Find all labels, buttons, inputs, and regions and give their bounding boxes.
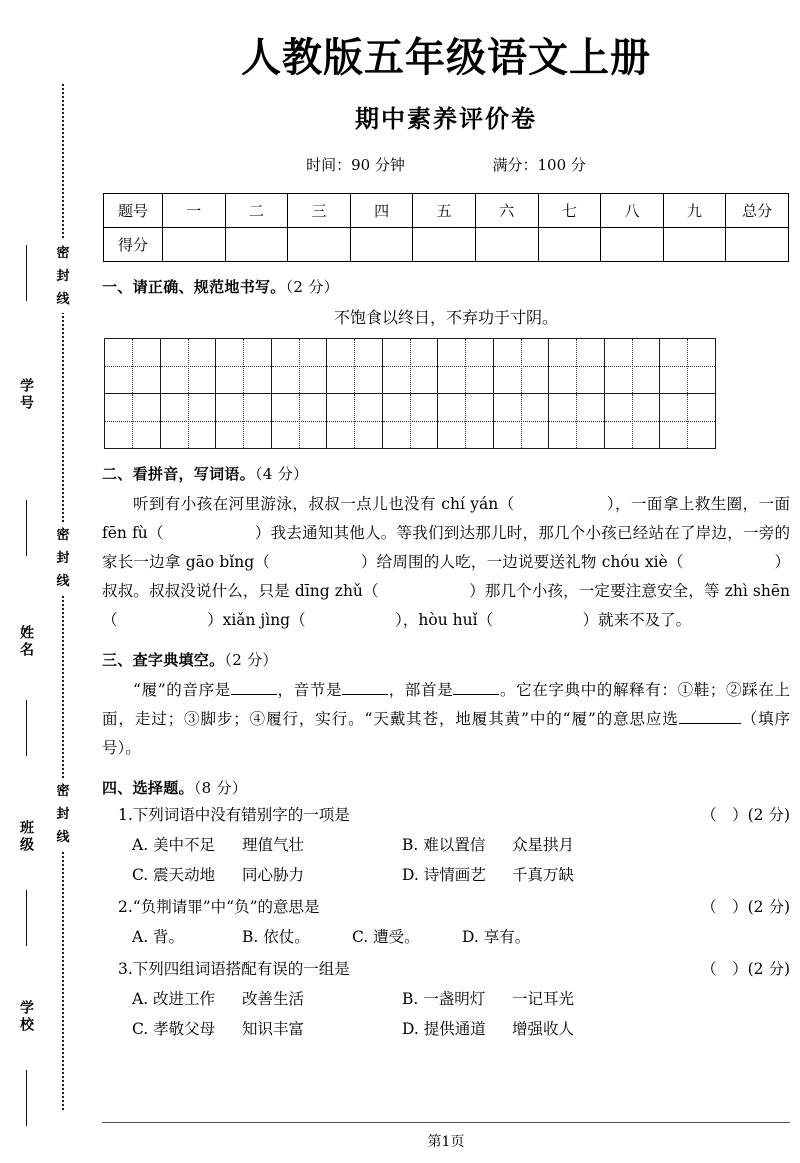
- section-one-handwriting: [92, 276, 800, 449]
- grid-cell[interactable]: [327, 339, 383, 394]
- question-2-number: 2.: [118, 898, 133, 916]
- seal-char: 密: [56, 528, 70, 543]
- question-2-stem: “负荆请罪”中“负”的意思是: [132, 898, 320, 916]
- dict-text-d: 。它在字典中的解释有：①鞋；②踩在上面，走过；③脚步；④履行，实行。“天戴其苍，地履其黄”中的“履”的意思应选: [102, 681, 790, 728]
- dict-text-c: ，部首是: [388, 681, 454, 699]
- grid-hline: [161, 366, 216, 367]
- handwriting-quote: 不饱食以终日，不弃功于寸阴。: [333, 308, 558, 327]
- question-1-option-c[interactable]: C. 震天动地: [132, 866, 216, 884]
- pinyin-text-part: ）我去通知其他人。等我们到达那儿时，那几个小孩已经站在了岸边，一旁的家长一边拿 gāo bǐng（: [102, 524, 790, 571]
- grid-cell[interactable]: [549, 339, 605, 394]
- section-two-pinyin: [92, 463, 800, 635]
- row-header-question-no: 题号: [104, 194, 163, 228]
- total-score-label: 满分：100 分: [492, 156, 586, 174]
- handwriting-grid-wrapper: [102, 338, 790, 449]
- grid-cell[interactable]: [604, 339, 660, 394]
- grid-cell[interactable]: [604, 394, 660, 449]
- grid-cell[interactable]: [160, 339, 216, 394]
- field-label-name: 姓名: [18, 625, 34, 659]
- score-entry-cell[interactable]: [413, 228, 476, 262]
- grid-cell[interactable]: [493, 339, 549, 394]
- seal-char: 密: [56, 784, 70, 799]
- page-subtitle: 期中素养评价卷: [355, 105, 537, 133]
- grid-hline: [549, 421, 604, 422]
- question-1-option-d-second[interactable]: 千真万缺: [512, 866, 575, 884]
- score-col-7: 七: [538, 194, 601, 228]
- section-four-points: （8 分）: [193, 779, 248, 797]
- seal-char: 线: [56, 292, 70, 307]
- field-divider: [26, 500, 27, 556]
- pinyin-answer-blank[interactable]: [118, 611, 208, 629]
- question-2-option-d[interactable]: D. 享有。: [462, 928, 531, 946]
- question-2-answer-box[interactable]: （ ）(2 分): [701, 898, 790, 916]
- score-col-6: 六: [475, 194, 538, 228]
- seal-char: 密: [56, 246, 70, 261]
- dict-text-a: “履”的音序是: [133, 681, 231, 699]
- score-entry-cell[interactable]: [225, 228, 288, 262]
- row-header-score: 得分: [104, 228, 163, 262]
- grid-cell[interactable]: [216, 394, 272, 449]
- grid-hline: [660, 421, 715, 422]
- pinyin-text-part: ）那几个小孩，一定要注意安全，等 zhì shēn（: [102, 582, 790, 629]
- section-four-heading: 四、选择题。: [102, 779, 194, 797]
- question-2-option-b[interactable]: B. 依仗。: [242, 928, 310, 946]
- field-divider: [26, 890, 27, 946]
- grid-cell[interactable]: [660, 339, 716, 394]
- pinyin-text-part: ）叔叔。叔叔没说什么，只是 dīng zhǔ（: [102, 553, 790, 600]
- pinyin-answer-blank[interactable]: [270, 553, 361, 571]
- seal-char: 封: [56, 807, 70, 822]
- question-1-option-b-second[interactable]: 众星拱月: [512, 836, 575, 854]
- field-divider: [26, 1070, 27, 1126]
- dict-blank-initial[interactable]: [231, 679, 277, 695]
- question-1-option-c-second[interactable]: 同心胁力: [242, 866, 305, 884]
- grid-hline: [438, 421, 493, 422]
- grid-cell[interactable]: [271, 339, 327, 394]
- question-3-option-b[interactable]: B. 一盏明灯: [402, 990, 486, 1008]
- score-col-total: 总分: [726, 194, 789, 228]
- grid-cell[interactable]: [382, 339, 438, 394]
- page-number-footer: 第1页: [427, 1134, 465, 1150]
- score-entry-cell[interactable]: [601, 228, 664, 262]
- grid-hline: [272, 366, 327, 367]
- question-1-option-a[interactable]: A. 美中不足: [132, 836, 216, 854]
- seal-dotted-line: [62, 84, 64, 1110]
- section-two-heading: 二、看拼音，写词语。: [102, 465, 256, 483]
- score-col-1: 一: [163, 194, 226, 228]
- pinyin-text-part: ）就来不及了。: [582, 611, 692, 629]
- question-3-answer-box[interactable]: （ ）(2 分): [701, 960, 790, 978]
- score-col-4: 四: [350, 194, 413, 228]
- grid-hline: [216, 421, 271, 422]
- grid-hline: [549, 366, 604, 367]
- question-1-number: 1.: [118, 806, 133, 824]
- section-three-heading: 三、查字典填空。: [102, 651, 225, 669]
- grid-hline: [105, 366, 160, 367]
- score-table: [103, 193, 789, 262]
- time-limit-label: 时间：90 分钟: [306, 156, 405, 174]
- sealing-margin-column: [0, 0, 92, 1163]
- score-entry-cell[interactable]: [350, 228, 413, 262]
- seal-char: 线: [56, 830, 70, 845]
- section-two-title: [102, 463, 790, 484]
- pinyin-answer-blank[interactable]: [493, 611, 583, 629]
- question-1-options-row-1: [102, 830, 790, 860]
- section-four-title: [102, 777, 790, 798]
- question-3-option-d-second[interactable]: 增强收人: [512, 1020, 575, 1038]
- question-3-option-a[interactable]: A. 改进工作: [132, 990, 216, 1008]
- question-3-option-b-second[interactable]: 一记耳光: [512, 990, 575, 1008]
- table-row-scores: [104, 228, 789, 262]
- section-one-heading: 一、请正确、规范地书写。: [102, 278, 286, 296]
- pinyin-answer-blank[interactable]: [306, 611, 396, 629]
- grid-cell[interactable]: [216, 339, 272, 394]
- grid-hline: [272, 421, 327, 422]
- grid-row: [105, 394, 716, 449]
- exam-meta-row: [92, 134, 800, 175]
- seal-mark: [52, 778, 74, 851]
- grid-hline: [605, 366, 660, 367]
- dict-text-b: ，音节是: [276, 681, 343, 699]
- question-1-option-b[interactable]: B. 难以置信: [402, 836, 486, 854]
- grid-cell[interactable]: [105, 339, 161, 394]
- question-2-option-c[interactable]: C. 遭受。: [352, 928, 420, 946]
- grid-cell[interactable]: [438, 339, 494, 394]
- question-2-options-row-1: [102, 922, 790, 952]
- seal-char: 封: [56, 551, 70, 566]
- question-3-option-d[interactable]: D. 提供通道: [402, 1020, 486, 1038]
- dict-text-e: （填序号）。: [102, 710, 790, 757]
- question-2-option-a[interactable]: A. 背。: [132, 928, 185, 946]
- table-row-question-numbers: [104, 194, 789, 228]
- section-one-points: （2 分）: [285, 278, 339, 296]
- question-3-option-a-second[interactable]: 改善生活: [242, 990, 305, 1008]
- grid-cell[interactable]: [160, 394, 216, 449]
- score-entry-cell[interactable]: [288, 228, 351, 262]
- pinyin-text-part: 听到有小孩在河里游泳，叔叔一点儿也没有 chí yán（: [133, 495, 515, 513]
- grid-cell[interactable]: [438, 394, 494, 449]
- field-label-school: 学校: [18, 1000, 34, 1034]
- section-one-title: [102, 276, 790, 297]
- section-two-paragraph: [102, 490, 790, 635]
- question-1-stem: 下列词语中没有错别字的一项是: [132, 806, 350, 824]
- question-1-answer-box[interactable]: （ ）(2 分): [701, 806, 790, 824]
- score-entry-cell[interactable]: [538, 228, 601, 262]
- seal-mark: [52, 522, 74, 595]
- score-col-2: 二: [225, 194, 288, 228]
- score-col-8: 八: [601, 194, 664, 228]
- grid-hline: [494, 366, 549, 367]
- pinyin-answer-blank[interactable]: [684, 553, 775, 571]
- dict-blank-radical[interactable]: [453, 679, 499, 695]
- question-3-number: 3.: [118, 960, 133, 978]
- pinyin-answer-blank[interactable]: [164, 524, 255, 542]
- grid-cell[interactable]: [327, 394, 383, 449]
- question-3-stem: 下列四组词语搭配有误的一组是: [132, 960, 350, 978]
- question-3-option-c-second[interactable]: 知识丰富: [242, 1020, 305, 1038]
- question-3-options-row-1: [102, 984, 790, 1014]
- score-col-5: 五: [413, 194, 476, 228]
- grid-hline: [327, 421, 382, 422]
- dict-blank-syllable[interactable]: [342, 679, 388, 695]
- section-four-multiple-choice: [92, 777, 800, 1044]
- question-3-option-c[interactable]: C. 孝敬父母: [132, 1020, 216, 1038]
- question-1-stem-line: [102, 800, 790, 830]
- score-entry-cell[interactable]: [475, 228, 538, 262]
- section-three-paragraph: [102, 676, 790, 763]
- question-3-options-row-2: [102, 1014, 790, 1044]
- grid-cell[interactable]: [549, 394, 605, 449]
- score-table-wrapper: [92, 175, 800, 262]
- field-divider: [26, 245, 27, 301]
- pinyin-answer-blank[interactable]: [515, 495, 607, 513]
- question-1-option-a-second[interactable]: 理值气壮: [242, 836, 305, 854]
- grid-hline: [660, 366, 715, 367]
- question-1-option-d[interactable]: D. 诗情画艺: [402, 866, 486, 884]
- pinyin-text-part: ）xiǎn jìng（: [207, 611, 306, 629]
- grid-hline: [438, 366, 493, 367]
- dict-blank-meaning[interactable]: [679, 708, 741, 724]
- grid-hline: [605, 421, 660, 422]
- exam-sheet: [92, 0, 800, 1163]
- grid-hline: [494, 421, 549, 422]
- grid-hline: [327, 366, 382, 367]
- grid-cell[interactable]: [271, 394, 327, 449]
- footer-divider: [102, 1122, 790, 1123]
- grid-cell[interactable]: [493, 394, 549, 449]
- grid-hline: [216, 366, 271, 367]
- pinyin-text-part: ）给周围的人吃，一边说要送礼物 chóu xiè（: [360, 553, 684, 571]
- section-three-points: （2 分）: [224, 651, 278, 669]
- score-col-9: 九: [663, 194, 726, 228]
- score-entry-cell[interactable]: [663, 228, 726, 262]
- grid-cell[interactable]: [660, 394, 716, 449]
- seal-char: 封: [56, 269, 70, 284]
- grid-cell[interactable]: [382, 394, 438, 449]
- question-2-stem-line: [102, 892, 790, 922]
- field-divider: [26, 700, 27, 756]
- pinyin-answer-blank[interactable]: [379, 582, 469, 600]
- grid-hline: [105, 421, 160, 422]
- score-entry-cell[interactable]: [163, 228, 226, 262]
- question-3-stem-line: [102, 954, 790, 984]
- field-label-student-id: 学号: [18, 378, 34, 412]
- seal-char: 线: [56, 574, 70, 589]
- grid-row: [105, 339, 716, 394]
- grid-hline: [383, 366, 438, 367]
- section-three-title: [102, 649, 790, 670]
- score-col-3: 三: [288, 194, 351, 228]
- pinyin-text-part: ），一面拿上救生圈，一面 fēn fù（: [102, 495, 790, 542]
- question-1-options-row-2: [102, 860, 790, 890]
- grid-cell[interactable]: [105, 394, 161, 449]
- grid-hline: [161, 421, 216, 422]
- score-entry-cell[interactable]: [726, 228, 789, 262]
- tianzige-grid: [104, 338, 716, 449]
- page-title: 人教版五年级语文上册: [241, 34, 651, 81]
- section-three-dictionary: [92, 649, 800, 763]
- field-label-class: 班级: [18, 820, 34, 854]
- pinyin-text-part: ），hòu huǐ（: [395, 611, 494, 629]
- seal-mark: [52, 240, 74, 313]
- section-two-points: （4 分）: [255, 465, 309, 483]
- grid-hline: [383, 421, 438, 422]
